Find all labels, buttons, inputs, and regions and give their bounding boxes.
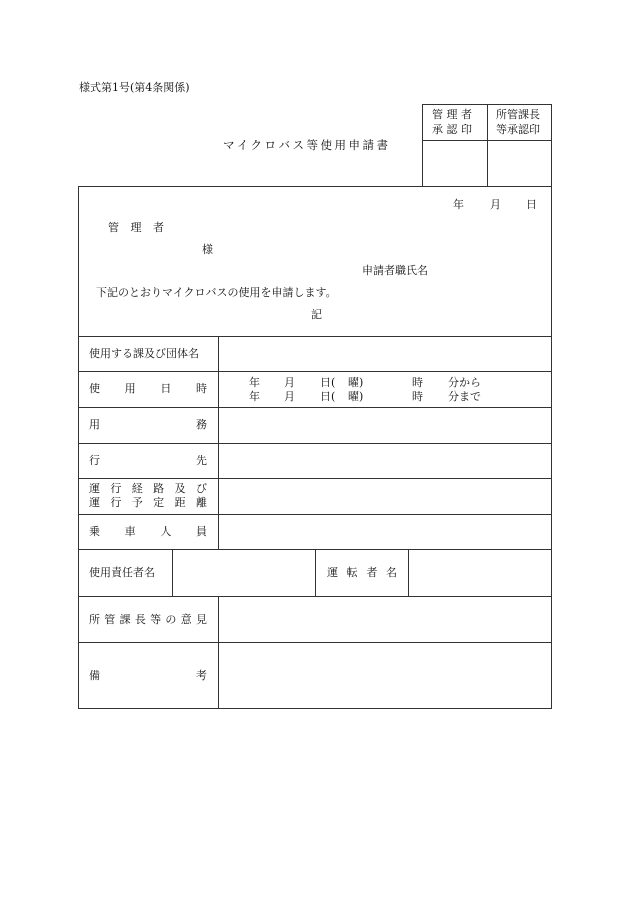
datetime-label: 使 用 日 時 <box>89 382 207 395</box>
date-day-label: 日 <box>526 198 537 211</box>
form-title: マイクロバス等使用申請書 <box>223 138 391 152</box>
destination-field[interactable] <box>220 445 550 477</box>
driver-label: 運 転 者 名 <box>327 566 397 579</box>
date-year-label: 年 <box>453 198 464 211</box>
destination-label: 行 先 <box>89 454 207 467</box>
route-label-line1: 運 行 経 路 及 び <box>89 482 207 495</box>
remarks-field[interactable] <box>220 644 550 707</box>
purpose-label: 用 務 <box>89 418 207 431</box>
route-field[interactable] <box>220 480 550 513</box>
head-stamp-area[interactable] <box>488 141 550 185</box>
applicant-name-label: 申請者職氏名 <box>362 264 428 277</box>
form-number: 様式第1号(第4条関係) <box>79 81 190 94</box>
date-month-label: 月 <box>490 198 501 211</box>
remarks-label: 備 考 <box>89 669 207 682</box>
head-approval-label-1: 所管課長 <box>496 108 540 121</box>
head-approval-label-2: 等承認印 <box>496 123 540 136</box>
purpose-field[interactable] <box>220 409 550 442</box>
opinion-label: 所 管 課 長 等 の 意 見 <box>89 613 207 626</box>
manager-stamp-area[interactable] <box>423 141 486 185</box>
department-label: 使用する課及び団体名 <box>89 347 199 360</box>
honorific-label: 様 <box>202 243 213 256</box>
application-statement: 下記のとおりマイクロバスの使用を申請します。 <box>96 286 337 299</box>
addressee-label: 管 理 者 <box>108 221 168 234</box>
driver-field[interactable] <box>410 551 550 595</box>
responsible-person-field[interactable] <box>174 551 314 595</box>
passengers-label: 乗 車 人 員 <box>89 525 207 538</box>
ki-label: 記 <box>311 308 322 321</box>
responsible-person-label: 使用責任者名 <box>89 566 155 579</box>
route-label-line2: 運 行 予 定 距 離 <box>89 496 207 509</box>
manager-approval-label-1: 管 理 者 <box>432 108 472 121</box>
department-field[interactable] <box>220 338 550 370</box>
opinion-field[interactable] <box>220 598 550 641</box>
manager-approval-label-2: 承 認 印 <box>432 123 472 136</box>
passengers-field[interactable] <box>220 516 550 548</box>
